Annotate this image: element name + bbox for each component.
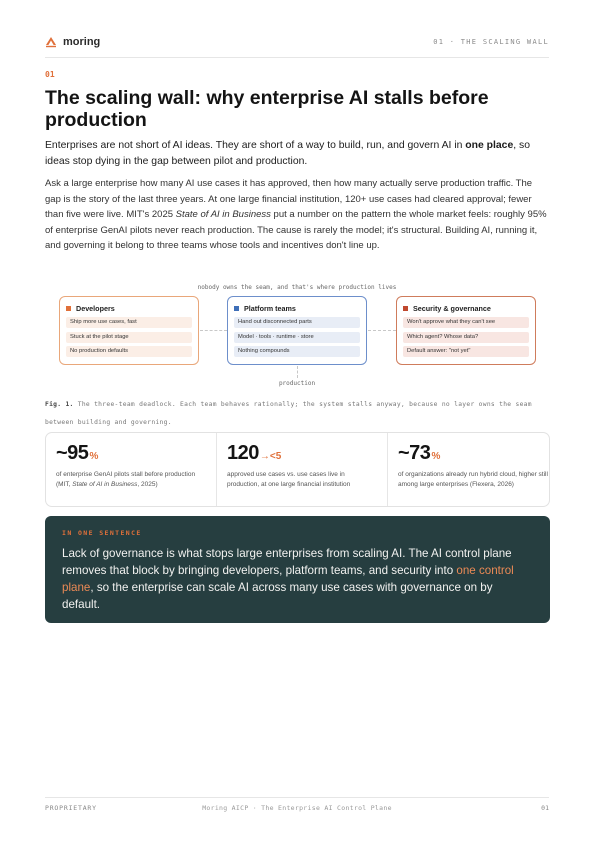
- figure-label: Fig. 1.: [45, 401, 74, 408]
- stat-suffix: %: [89, 451, 99, 462]
- page-header: [45, 36, 549, 58]
- team-box-developers: [59, 296, 199, 365]
- summary-highlight: one control plane: [62, 564, 514, 594]
- section-number: 01: [45, 70, 55, 79]
- stat-desc-italic: State of AI in Business: [72, 480, 138, 488]
- stat-card: [46, 433, 217, 506]
- stat-card: [388, 433, 558, 506]
- stat-description: [56, 470, 206, 489]
- figure-caption: [45, 396, 550, 432]
- page-footer: [45, 797, 549, 817]
- team-header: [234, 302, 360, 314]
- page-number: 01: [541, 804, 549, 812]
- section-tag: 01 · THE SCALING WALL: [433, 38, 549, 46]
- production-connector: [297, 366, 298, 378]
- team-item: Hand out disconnected parts: [234, 317, 360, 328]
- stat-suffix: →<5: [259, 451, 282, 462]
- team-name: Developers: [76, 303, 115, 313]
- stat-number: ~95: [56, 442, 89, 464]
- stat-description: [398, 470, 548, 489]
- stat-description: [227, 470, 377, 489]
- summary-label: IN ONE SENTENCE: [62, 529, 142, 537]
- team-item: Model · tools · runtime · store: [234, 332, 360, 343]
- stat-value: [227, 442, 377, 466]
- summary-text: [62, 545, 533, 613]
- footer-doc-title: Moring AICP · The Enterprise AI Control Plane: [202, 804, 392, 812]
- team-item: No production defaults: [66, 346, 192, 357]
- lead-text-1: Enterprises are not short of AI ideas. They are short of a way to build, run, and govern AI in: [45, 140, 466, 151]
- brand-name: moring: [63, 36, 101, 48]
- square-marker-icon: [66, 306, 71, 311]
- stat-desc-text: , 2025): [137, 480, 158, 488]
- body-italic-title: State of AI in Business: [175, 209, 271, 220]
- moring-logo-icon: [45, 36, 57, 48]
- summary-text-1: Lack of governance is what stops large enterprises from scaling AI. The AI control plane removes that block by bringing developers, platform teams, and security into: [62, 547, 512, 577]
- team-item: Which agent? Whose data?: [403, 332, 529, 343]
- stat-number: ~73: [398, 442, 431, 464]
- connector-line: [200, 330, 227, 331]
- summary-text-2: , so the enterprise can scale AI across many use cases with governance on by default.: [62, 581, 493, 611]
- body-paragraph: [45, 176, 550, 254]
- team-header: [66, 302, 192, 314]
- stat-suffix: %: [431, 451, 441, 462]
- page-title: The scaling wall: why enterprise AI stalls before production: [45, 87, 489, 131]
- stat-value: [56, 442, 206, 466]
- connector-line: [368, 330, 396, 331]
- square-marker-icon: [403, 306, 408, 311]
- team-name: Security & governance: [413, 303, 491, 313]
- stat-desc-text: of enterprise GenAI pilots stall before production (MIT,: [56, 471, 196, 488]
- body-text-2: put a number on the pattern the whole market feels: roughly 95% of enterprise GenAI pilots never reach production. The cause is rarely the model; it's structural. Building AI, running it, and governing it belong to three teams whose tools and incentives don't line up.: [45, 209, 547, 251]
- square-marker-icon: [234, 306, 239, 311]
- brand-logo: [45, 36, 100, 48]
- team-item: Ship more use cases, fast: [66, 317, 192, 328]
- body-text-1: Ask a large enterprise how many AI use cases it has approved, then how many actually serve production traffic. The gap is the story of the last three years. At one large financial institution, 120+ use cases had cleared approval; fewer than five were live. MIT's 2025: [45, 178, 533, 220]
- team-item: Default answer: "not yet": [403, 346, 529, 357]
- stat-desc-text: approved use cases vs. use cases live in production, at one large financial institution: [227, 471, 351, 488]
- team-name: Platform teams: [244, 303, 296, 313]
- figure-caption-text: The three-team deadlock. Each team behaves rationally; the system stalls anyway, because no layer owns the seam between building and governing.: [45, 401, 532, 426]
- team-header: [403, 302, 529, 314]
- lead-paragraph: [45, 138, 550, 169]
- stat-number: 120: [227, 442, 259, 464]
- stat-desc-text: of organizations already run hybrid cloud, higher still among large enterprises (Flexera, 2026): [398, 471, 548, 488]
- stat-value: [398, 442, 548, 466]
- team-item: Won't approve what they can't see: [403, 317, 529, 328]
- lead-bold-text: one place: [465, 140, 514, 151]
- stats-panel: [45, 432, 550, 507]
- team-box-platform: [227, 296, 367, 365]
- diagram-caption: nobody owns the seam, and that's where production lives: [197, 284, 397, 291]
- lead-text-2: , so ideas stop dying in the gap between pilot and production.: [45, 140, 530, 167]
- production-label: production: [278, 380, 316, 387]
- team-box-security: [396, 296, 536, 365]
- team-item: Nothing compounds: [234, 346, 360, 357]
- footer-proprietary: PROPRIETARY: [45, 804, 97, 812]
- stat-card: [217, 433, 388, 506]
- team-item: Stuck at the pilot stage: [66, 332, 192, 343]
- summary-panel: [45, 516, 550, 623]
